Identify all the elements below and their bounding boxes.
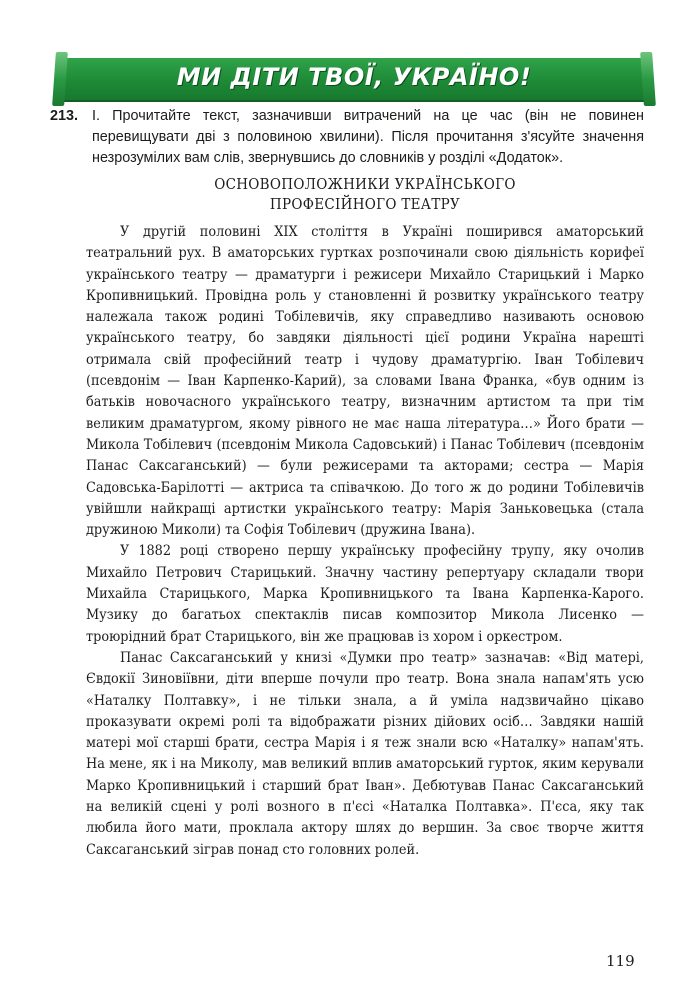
- exercise-number: 213.: [50, 108, 79, 124]
- article: [86, 174, 644, 861]
- article-heading: [86, 174, 644, 214]
- article-paragraph: Панас Саксаганський у книзі «Думки про театр» зазначав: «Від матері, Євдокії Зиновіївни, діти вперше почули про театр. Вона знала напам'ять усю «Наталку Полтавку», і не тільки знала, а й уміла надзвичайно цікаво проказувати окремі ролі та відображати різних дійових осіб… Завдяки нашій матері мої старші брати, сестра Марія і я теж знали всю «Наталку» напам'ять. На мене, як і на Миколу, мав великий вплив аматорський гурток, яким керували Марко Кропивницький і старший брат Іван». Дебютував Панас Саксаганський на великій сцені у ролі возного в п'єсі «Наталка Полтавка». П'єса, яку так любила його мати, проклала актору шлях до вершин. За своє творче життя Саксаганський зіграв понад сто головних ролей.: [86, 649, 644, 858]
- chapter-title: МИ ДІТИ ТВОЇ, УКРАЇНО!: [176, 63, 532, 91]
- article-heading-line-1: ОСНОВОПОЛОЖНИКИ УКРАЇНСЬКОГО: [214, 175, 516, 193]
- exercise-instruction: І. Прочитайте текст, зазначивши витрачений на це час (він не повинен перевищувати дві з половиною хвилини). Після прочитання з'ясуйте значення незрозумілих вам слів, звернувшись до словників у розділі «Додаток».: [92, 108, 644, 166]
- exercise-block: [50, 106, 644, 169]
- article-heading-line-2: ПРОФЕСІЙНОГО ТЕАТРУ: [269, 195, 461, 213]
- article-paragraph: У другій половині XIX століття в Україні поширився аматорський театральний рух. В аматорських гуртках розпочинали свою діяльність корифеї українського театру — драматурги і режисери Михайло Старицький і Марко Кропивницький. Провідна роль у становленні й розвитку українського театру належала також родині Тобілевичів, яку справедливо називають основою українського театру, бо завдяки діяльності цієї родини Україна нарешті отримала свій професійний театр і чудову драматургію. Іван Тобілевич (псевдонім — Іван Карпенко-Карий), за словами Івана Франка, «був одним із батьків новочасного українського театру, визначним артистом та при тім великим драматургом, якому рівного не має наша література…» Його брати — Микола Тобілевич (псевдонім Микола Садовський) і Панас Тобілевич (псевдонім Панас Саксаганський) — були режисерами та акторами; сестра — Марія Садовська-Барілотті — актриса та співачкою. До того ж до родини Тобілевичів увійшли найкращі артистки українського театру: Марія Заньковецька (стала дружиною Миколи) та Софія Тобілевич (дружина Івана).: [86, 224, 644, 539]
- chapter-banner: [64, 58, 644, 100]
- page-number: 119: [606, 952, 635, 970]
- article-paragraph: У 1882 році створено першу українську професійну трупу, яку очолив Михайло Петрович Старицький. Значну частину репертуару складали твори Михайла Старицького, Марка Кропивницького та Івана Карпенка-Карого. Музику до багатьох спектаклів писав композитор Микола Лисенко — троюрідний брат Старицького, він же працював із хором і оркестром.: [86, 543, 644, 645]
